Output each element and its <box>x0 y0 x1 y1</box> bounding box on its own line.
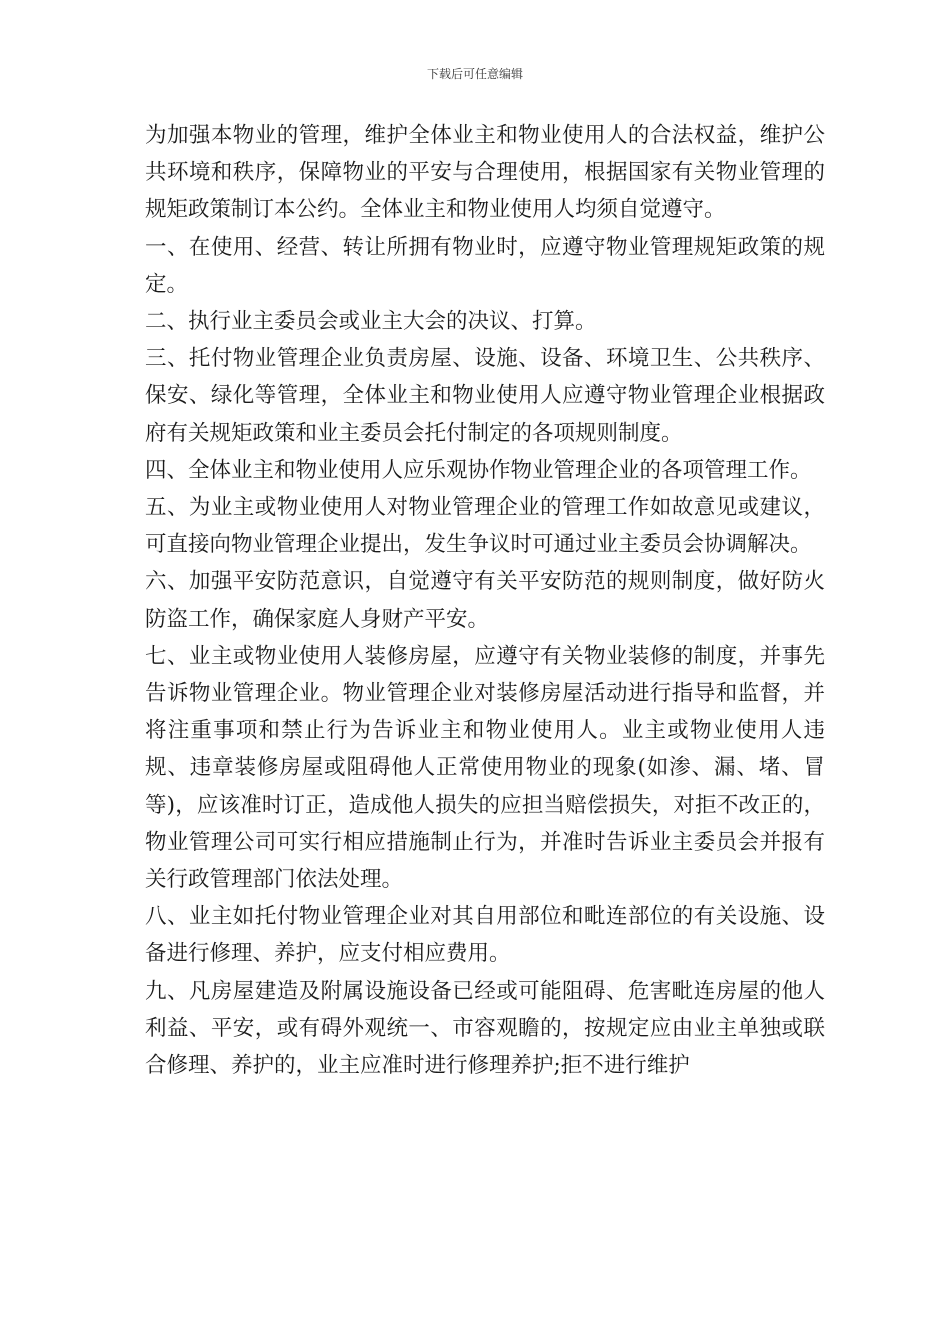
clause-2: 二、执行业主委员会或业主大会的决议、打算。 <box>145 309 597 335</box>
clause-4: 四、全体业主和物业使用人应乐观协作物业管理企业的各项管理工作。 <box>145 457 812 483</box>
intro-paragraph: 为加强本物业的管理，维护全体业主和物业使用人的合法权益，维护公共环境和秩序，保障物业的平安与合理使用，根据国家有关物业管理的规矩政策制订本公约。全体业主和物业使用人均须自觉遵守。 <box>145 123 825 223</box>
clause-5: 五、为业主或物业使用人对物业管理企业的管理工作如故意见或建议，可直接向物业管理企业提出，发生争议时可通过业主委员会协调解决。 <box>145 495 825 558</box>
clause-9: 九、凡房屋建造及附属设施设备已经或可能阻碍、危害毗连房屋的他人利益、平安，或有碍外观统一、市容观瞻的，按规定应由业主单独或联合修理、养护的，业主应准时进行修理养护;拒不进行维护 <box>145 978 825 1079</box>
document-body <box>145 117 825 1084</box>
clause-1: 一、在使用、经营、转让所拥有物业时，应遵守物业管理规矩政策的规定。 <box>145 234 825 297</box>
clause-8: 八、业主如托付物业管理企业对其自用部位和毗连部位的有关设施、设备进行修理、养护，应支付相应费用。 <box>145 904 825 967</box>
page-header: 下载后可任意编辑 <box>426 67 523 81</box>
clause-6: 六、加强平安防范意识，自觉遵守有关平安防范的规则制度，做好防火防盗工作，确保家庭人身财产平安。 <box>145 569 825 632</box>
clause-3: 三、托付物业管理企业负责房屋、设施、设备、环境卫生、公共秩序、保安、绿化等管理，全体业主和物业使用人应遵守物业管理企业根据政府有关规矩政策和业主委员会托付制定的各项规则制度。 <box>145 346 825 446</box>
clause-7: 七、业主或物业使用人装修房屋，应遵守有关物业装修的制度，并事先告诉物业管理企业。物业管理企业对装修房屋活动进行指导和监督，并将注重事项和禁止行为告诉业主和物业使用人。业主或物业使用人违规、违章装修房屋或阻碍他人正常使用物业的现象(如渗、漏、堵、冒等)，应该准时订正，造成他人损失的应担当赔偿损失，对拒不改正的，物业管理公司可实行相应措施制止行为，并准时告诉业主委员会并报有关行政管理部门依法处理。 <box>145 643 825 893</box>
